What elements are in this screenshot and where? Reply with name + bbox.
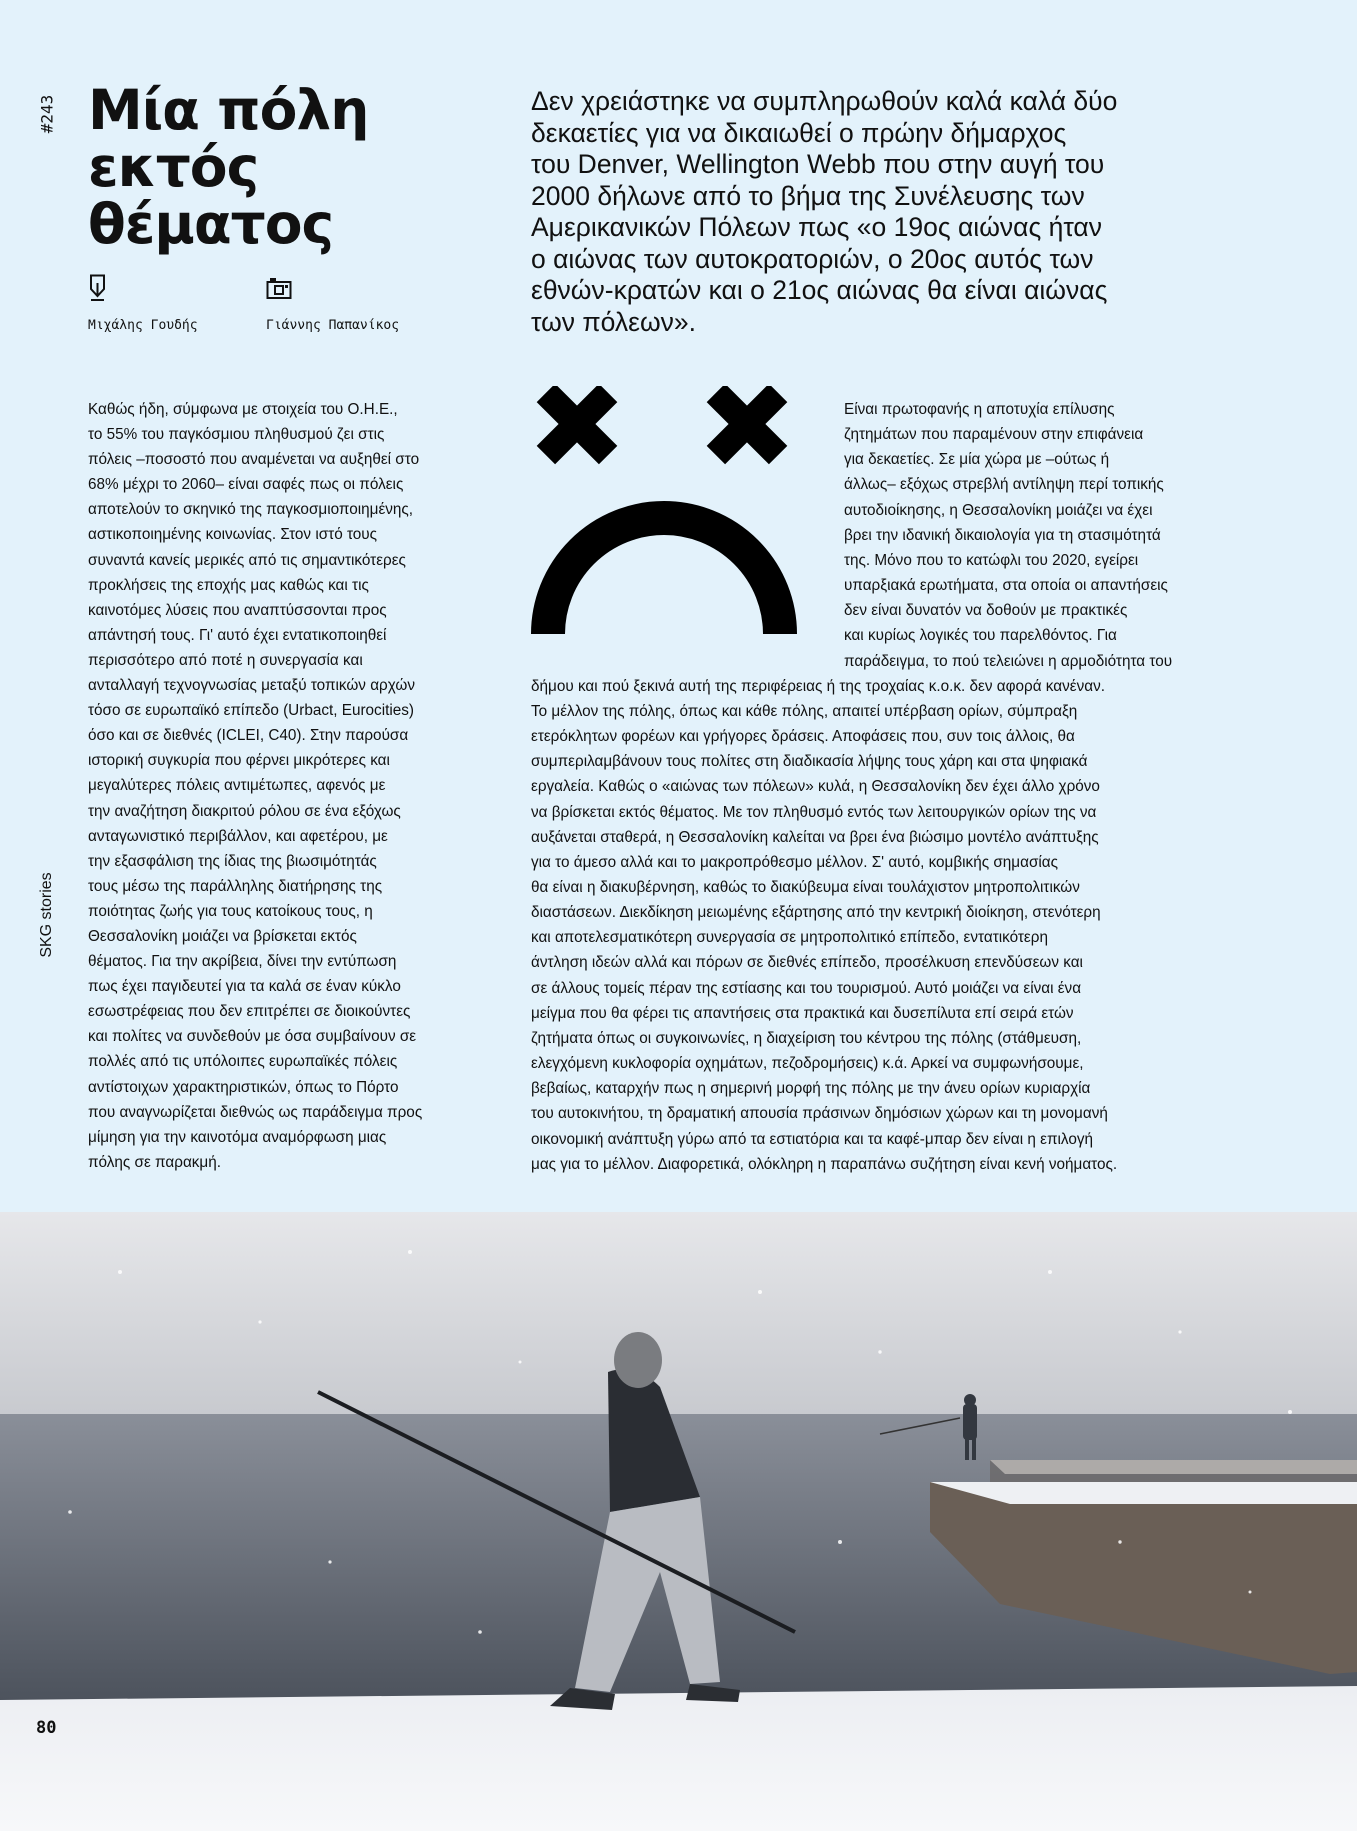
pen-icon xyxy=(88,274,110,302)
writer-credit xyxy=(88,274,198,334)
lead-line: δεκαετίες για να δικαιωθεί ο πρώην δήμαρχος xyxy=(531,117,1067,148)
section-label: SKG stories xyxy=(38,872,55,958)
title-line: θέματος xyxy=(88,192,334,256)
body-line: Το μέλλον της πόλης, όπως και κάθε πόλης, απαιτεί υπέρβαση ορίων, σύμπραξη xyxy=(531,702,1078,720)
body-line: άλλως– εξόχως στρεβλή αντίληψη περί τοπικής xyxy=(844,476,1164,494)
body-line: δεν είναι δυνατόν να δοθούν με πρακτικές xyxy=(844,602,1128,620)
body-line: μεγαλύτερες πόλεις αντιμέτωπες, αφενός με xyxy=(88,777,386,795)
body-line: Είναι πρωτοφανής η αποτυχία επίλυσης xyxy=(844,401,1115,418)
body-line: την εξασφάλιση της ίδιας της βιωσιμότητάς xyxy=(88,852,377,870)
body-line: ζητήματα όπως οι συγκοινωνίες, η διαχείριση του κέντρου της πόλης (στάθμευση, xyxy=(531,1029,1082,1047)
lead-line: Δεν χρειάστηκε να συμπληρωθούν καλά καλά δύο xyxy=(531,86,1118,116)
body-line: που αναγνωρίζεται διεθνώς ως παράδειγμα προς xyxy=(88,1103,423,1121)
body-line: πόλεις –ποσοστό που αναμένεται να αυξηθεί στο xyxy=(88,451,420,469)
body-line: 68% μέχρι το 2060– είναι σαφές πως οι πόλεις xyxy=(88,476,404,494)
body-line: παράδειγμα, το πού τελειώνει η αρμοδιότητα του xyxy=(844,652,1173,670)
body-line: και κυρίως λογικές του παρελθόντος. Για xyxy=(844,627,1117,645)
body-line: εσωστρέφειας που δεν επιτρέπει σε διοικούντες xyxy=(88,1003,411,1021)
body-line: ελεγχόμενη κυκλοφορία οχημάτων, πεζοδρομήσεις) κ.ά. Αρκεί να συμφωνήσουμε, xyxy=(531,1055,1084,1073)
body-line: μας για το μέλλον. Διαφορετικά, ολόκληρη η παραπάνω συζήτηση είναι κενή νοήματος. xyxy=(531,1155,1118,1173)
body-line: αστικοποιημένης κοινωνίας. Στον ιστό τους xyxy=(88,526,378,544)
body-line: περισσότερο από ποτέ η συνεργασία και xyxy=(88,651,363,669)
body-line: Καθώς ήδη, σύμφωνα με στοιχεία του Ο.Η.Ε., xyxy=(88,401,398,418)
title-line: Μία πόλη xyxy=(88,78,369,142)
body-line: οικονομική ανάπτυξη γύρω από τα εστιατόρια και τα καφέ-μπαρ δεν είναι η επιλογή xyxy=(531,1130,1093,1148)
body-line: του αυτοκινήτου, τη δραματική απουσία πράσινων δημόσιων χώρων και τη μονομανή xyxy=(531,1105,1108,1123)
body-line: άντληση ιδεών αλλά και πόρων σε διεθνές επίπεδο, προσέλκυση επενδύσεων και xyxy=(531,954,1083,972)
body-line: αυτοδιοίκησης, η Θεσσαλονίκη μοιάζει να έχει xyxy=(844,501,1153,519)
camera-icon xyxy=(266,274,292,302)
body-line: Θεσσαλονίκη μοιάζει να βρίσκεται εκτός xyxy=(88,927,357,945)
body-line: βρει την ιδανική δικαιολογία για τη στασιμότητά xyxy=(844,526,1161,544)
left-body-column xyxy=(88,397,493,1175)
body-line: την αναζήτηση διακριτού ρόλου σε ένα εξόχως xyxy=(88,802,401,820)
body-line: διαστάσεων. Διεκδίκηση μειωμένης εξάρτησης από την κεντρική διοίκηση, στενότερη xyxy=(531,904,1101,922)
article-title xyxy=(88,78,418,256)
body-line: δήμου και πού ξεκινά αυτή της περιφέρειας ή της τροχαίας κ.ο.κ. δεν αφορά κανέναν. xyxy=(531,677,1105,695)
body-line: αποτελούν το σκηνικό της παγκοσμιοποιημένης, xyxy=(88,501,414,519)
title-line: εκτός xyxy=(88,135,259,199)
body-line: πολλές από τις υπόλοιπες ευρωπαϊκές πόλεις xyxy=(88,1053,398,1071)
body-line: καινοτόμες λύσεις που αναπτύσσονται προς xyxy=(88,601,387,619)
body-line: μίμηση για την καινοτόμα αναμόρφωση μιας xyxy=(88,1128,387,1146)
body-line: συμπεριλαμβάνουν τους πολίτες στη διαδικασία λήψης τους χάρη και στα ψηφιακά xyxy=(531,753,1088,771)
body-line: ανταγωνιστικό περιβάλλον, και αφετέρου, με xyxy=(88,827,388,845)
body-line: ιστορική συγκυρία που φέρνει μικρότερες και xyxy=(88,752,390,770)
body-line: εργαλεία. Καθώς ο «αιώνας των πόλεων» κυλά, η Θεσσαλονίκη δεν έχει άλλο χρόνο xyxy=(531,778,1100,796)
body-line: θα είναι η διακυβέρνηση, καθώς το διακύβευμα είναι τουλάχιστον μητροπολιτικών xyxy=(531,878,1080,896)
lead-line: του Denver, Wellington Webb που στην αυγή του xyxy=(531,149,1105,179)
lead-line: των πόλεων». xyxy=(531,306,697,337)
body-line: τόσο σε ευρωπαϊκό επίπεδο (Urbact, Eurocities) xyxy=(88,702,414,720)
body-line: σε άλλους τομείς πέραν της εστίασης και του τουρισμού. Αυτό μοιάζει να είναι ένα xyxy=(531,979,1082,997)
body-line: προκλήσεις της εποχής μας καθώς και τις xyxy=(88,576,369,594)
body-line: αυξάνεται σταθερά, η Θεσσαλονίκη καλείται να βρει ένα βιώσιμο μοντέλο ανάπτυξης xyxy=(531,828,1099,846)
lead-line: Αμερικανικών Πόλεων πως «ο 19ος αιώνας ήταν xyxy=(531,212,1102,242)
body-line: για το άμεσο αλλά και το μακροπρόθεσμο μέλλον. Σ' αυτό, κομβικής σημασίας xyxy=(531,853,1058,871)
issue-number: #243 xyxy=(37,94,57,134)
body-line: ετερόκλητων φορέων και γρήγορες δράσεις. Αποφάσεις που, συν τοις άλλοις, θα xyxy=(531,728,1075,746)
page-number: 80 xyxy=(36,1718,57,1738)
body-line: της. Μόνο που το κατώφλι του 2020, εγείρει xyxy=(844,551,1139,569)
body-line: βεβαίως, καταρχήν πως η σημερινή μορφή της πόλης με την άνευ ορίων κυριαρχία xyxy=(531,1080,1091,1098)
lead-paragraph xyxy=(531,86,1231,338)
body-line: μείγμα που θα φέρει τις απαντήσεις στα πρακτικά και δυσεπίλυτα επί σειρά ετών xyxy=(531,1004,1074,1022)
body-line: αντίστοιχων χαρακτηριστικών, όπως το Πόρτο xyxy=(88,1078,399,1096)
body-line: τους μέσω της παράλληλης διατήρησης της xyxy=(88,877,383,895)
body-line: συναντά κανείς μερικές από τις σημαντικότερες xyxy=(88,551,406,569)
body-line: ποιότητας ζωής για τους κατοίκους τους, η xyxy=(88,902,373,920)
body-line: θέματος. Για την ακρίβεια, δίνει την εντύπωση xyxy=(88,953,397,971)
body-line: όσο και σε διεθνές (ICLEI, C40). Στην παρούσα xyxy=(88,727,409,745)
body-line: πόλης σε παρακμή. xyxy=(88,1153,222,1171)
body-line: απάντησή τους. Γι' αυτό έχει εντατικοποιηθεί xyxy=(88,626,387,644)
body-line: υπαρξιακά ερωτήματα, στα οποία οι απαντήσεις xyxy=(844,577,1168,595)
fisherman-in-snow-photo xyxy=(0,1212,1357,1831)
body-line: και πολίτες να συνδεθούν με όσα συμβαίνουν σε xyxy=(88,1028,417,1046)
lead-line: ο αιώνας των αυτοκρατοριών, ο 20ος αυτός των xyxy=(531,243,1094,274)
photographer-name: Γιάννης Παπανίκος xyxy=(266,318,400,333)
photographer-credit xyxy=(266,274,399,334)
body-line: το 55% του παγκόσμιου πληθυσμού ζει στις xyxy=(88,426,385,444)
lead-line: 2000 δήλωνε από το βήμα της Συνέλευσης των xyxy=(531,180,1085,211)
lead-line: εθνών-κρατών και ο 21ος αιώνας θα είναι αιώνας xyxy=(531,275,1108,305)
body-line: ανταλλαγή τεχνογνωσίας μεταξύ τοπικών αρχών xyxy=(88,677,415,695)
body-line: για δεκαετίες. Σε μία χώρα με –ούτως ή xyxy=(844,451,1110,469)
body-line: ζητημάτων που παραμένουν στην επιφάνεια xyxy=(844,426,1144,444)
writer-name: Μιχάλης Γουδής xyxy=(88,318,198,333)
body-line: να βρίσκεται εκτός θέματος. Με τον πληθυσμό εντός των λειτουργικών ορίων της να xyxy=(531,803,1097,821)
body-line: πως έχει παγιδευτεί για τα καλά σε έναν κύκλο xyxy=(88,978,401,996)
right-body-column xyxy=(531,397,1251,1177)
body-line: και αποτελεσματικότερη συνεργασία σε μητροπολιτικό επίπεδο, εντατικότερη xyxy=(531,929,1048,947)
